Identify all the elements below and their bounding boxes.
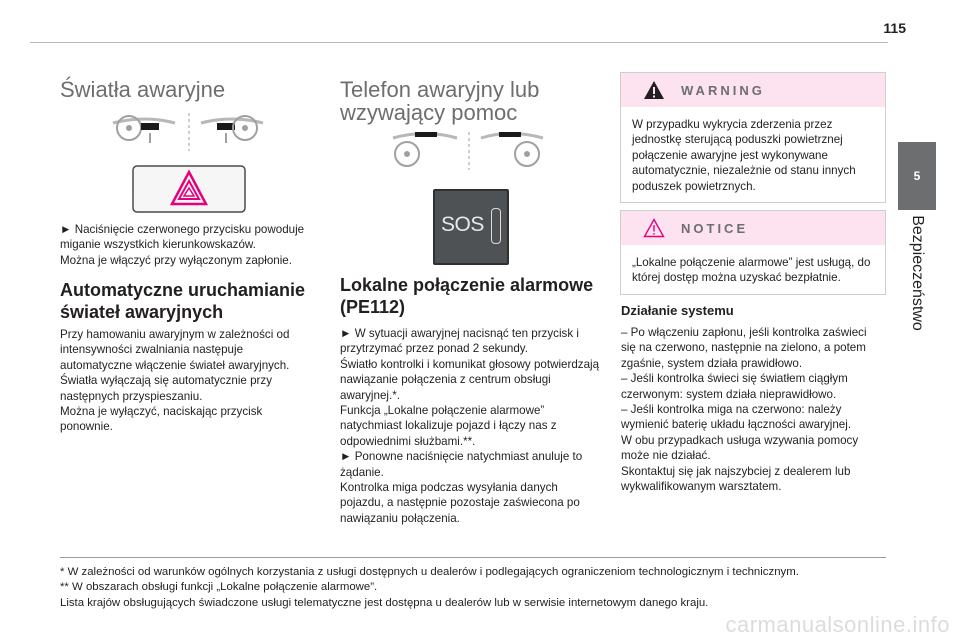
- chapter-number: 5: [913, 169, 921, 183]
- footnote-3: Lista krajów obsługujących świadczone usługi telematyczne jest dostępna u dealerów lub w serwisie internetowym danego kraju.: [60, 596, 709, 609]
- warning-icon: [643, 80, 665, 100]
- warning-header: [621, 73, 885, 107]
- warning-text: W przypadku wykrycia zderzenia przez jednostkę sterującą poduszki powietrznej połączenie awaryjne jest wykonywane automatycznie, niezależnie od stanu innych poduszek powietrznych.: [632, 118, 856, 193]
- watermark: carmanualsonline.info: [725, 612, 950, 637]
- chapter-label: [898, 215, 936, 331]
- emergency-call-title: Telefon awaryjny lub wzywający pomoc: [340, 77, 540, 125]
- notice-text: „Lokalne połączenie alarmowe” jest usługą, do której dostęp można uzyskać bezpłatnie.: [632, 256, 871, 285]
- sos-label: SOS: [441, 213, 484, 236]
- caution-outline-icon: [643, 218, 665, 238]
- warning-title: WARNING: [681, 82, 765, 98]
- chapter-title: Bezpieczeństwo: [909, 215, 926, 331]
- local-call-heading: Lokalne połączenie alarmowe (PE112): [340, 275, 594, 317]
- header-rule: [30, 42, 888, 43]
- auto-hazard-heading: Automatyczne uruchamianie świateł awaryjnych: [60, 280, 306, 322]
- notice-box: [620, 210, 886, 295]
- dashboard-location-icon: [105, 111, 270, 153]
- page-number: 115: [883, 20, 906, 36]
- hazard-lights-title: Światła awaryjne: [60, 77, 226, 102]
- footnote-rule: [60, 557, 886, 558]
- footnote-2: ** W obszarach obsługi funkcji „Lokalne połączenie alarmowe”.: [60, 581, 378, 594]
- notice-header: [621, 211, 885, 245]
- system-operation-heading: Działanie systemu: [621, 303, 734, 318]
- local-call-text: ► W sytuacji awaryjnej nacisnąć ten przycisk i przytrzymać przez ponad 2 sekundy. Światło kontrolki i komunikat głosowy potwierdzają nawiązanie połączenia z centrum obsługi awaryjnej.*. Funkcja „Lokalne połączenie alarmowe” natychmiast lokalizuje pojazd i łączy nas z odpowiednimi służbami.**. ► Ponowne naciśnięcie natychmiast anuluje to żądanie. Kontrolka miga podczas wysyłania danych pojazdu, a następnie pozostaje zaświecona po nawiązaniu połączenia.: [340, 327, 600, 525]
- hazard-intro-text: ► Naciśnięcie czerwonego przycisku powoduje miganie wszystkich kierunkowskazów. Można je włączyć przy wyłączonym zapłonie.: [60, 223, 305, 267]
- footnote-1: * W zależności od warunków ogólnych korzystania z usługi dostępnych u dealerów i podlegających ograniczeniom technologicznym i technicznym.: [60, 566, 799, 578]
- sos-button: [433, 189, 509, 265]
- dashboard-location-icon: [385, 130, 550, 172]
- chapter-tab: [898, 142, 936, 210]
- warning-box: [620, 72, 886, 203]
- hazard-button-icon: [132, 165, 246, 213]
- notice-title: NOTICE: [681, 220, 749, 236]
- auto-hazard-text: Przy hamowaniu awaryjnym w zależności od intensywności zwalniania następuje automatyczne włączenie świateł awaryjnych. Światła wyłączają się automatycznie przy następnych przyspieszaniu. Można je wyłączyć, naciskając przycisk ponownie.: [60, 328, 290, 434]
- system-operation-text: – Po włączeniu zapłonu, jeśli kontrolka zaświeci się na czerwono, następnie na zielono, a potem zgaśnie, system działa prawidłowo. – Jeśli kontrolka świeci się światłem ciągłym czerwonym: system działa nieprawidłowo. – Jeśli kontrolka miga na czerwono: należy wymienić baterię układu łączności awaryjnej. W obu przypadkach usługa wzywania pomocy może nie działać. Skontaktuj się jak najszybciej z dealerem lub wykwalifikowanym warsztatem.: [621, 326, 867, 494]
- indicator-lamp-icon: [491, 208, 501, 244]
- footnotes: [60, 565, 890, 611]
